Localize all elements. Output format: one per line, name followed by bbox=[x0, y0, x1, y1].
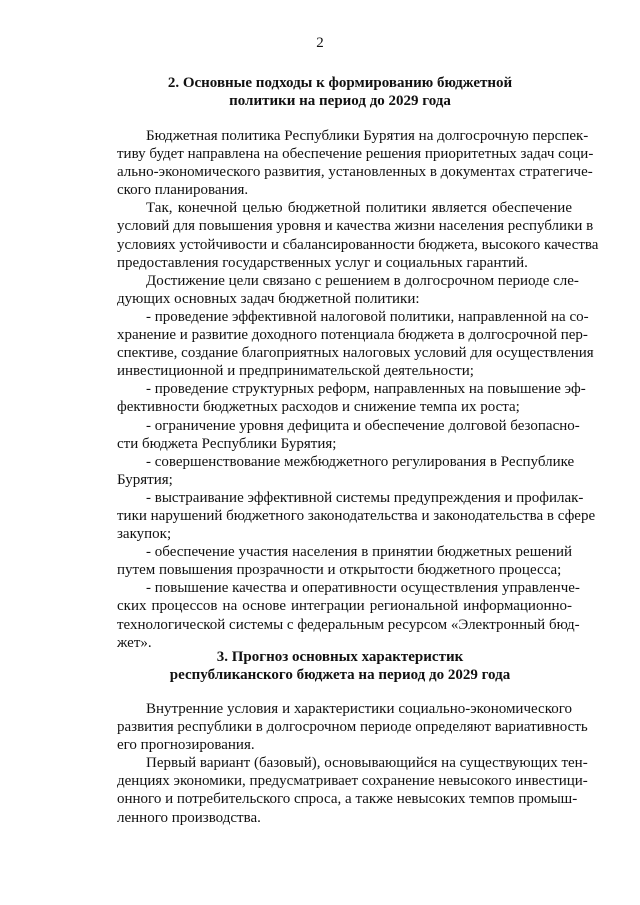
list-item-line: инвестиционной и предпринимательской деятельности; bbox=[117, 363, 474, 380]
list-item-line: спективе, создание благоприятных налоговых условий для осуществления bbox=[117, 345, 594, 362]
list-item-line: жет». bbox=[117, 634, 152, 651]
paragraph-line: развития республики в долгосрочном периоде определяют вариативность bbox=[117, 719, 588, 736]
section-3-body bbox=[117, 700, 588, 827]
paragraph-line: Первый вариант (базовый), основывающийся на существующих тен- bbox=[146, 755, 588, 772]
section-2-heading-line-1: 2. Основные подходы к формированию бюджетной bbox=[167, 75, 513, 91]
list-item-line: путем повышения прозрачности и открытости бюджетного процесса; bbox=[117, 562, 562, 579]
section-2-heading-line-2: политики на период до 2029 года bbox=[229, 93, 451, 109]
list-item-line: Бурятия; bbox=[117, 471, 173, 488]
section-2-body bbox=[117, 127, 599, 652]
list-item-line: хранение и развитие доходного потенциала бюджета в долгосрочной пер- bbox=[117, 327, 588, 344]
list-item-line: - совершенствование межбюджетного регулирования в Республике bbox=[146, 453, 575, 470]
list-item-line: - ограничение уровня дефицита и обеспечение долговой безопасно- bbox=[146, 417, 580, 434]
paragraph-line: ально-экономического развития, установленных в документах стратегиче- bbox=[117, 164, 593, 181]
list-item-line: фективности бюджетных расходов и снижение темпа их роста; bbox=[117, 399, 520, 416]
section-3-heading bbox=[100, 648, 580, 684]
paragraph-line: Достижение цели связано с решением в долгосрочном периоде сле- bbox=[146, 272, 579, 289]
list-item-line: - проведение эффективной налоговой политики, направленной на со- bbox=[146, 308, 589, 325]
list-item-line: сти бюджета Республики Бурятия; bbox=[117, 435, 337, 452]
list-item-line: закупок; bbox=[117, 526, 172, 543]
list-item-line: - выстраивание эффективной системы предупреждения и профилак- bbox=[146, 489, 584, 506]
paragraph-line: Внутренние условия и характеристики социально-экономического bbox=[146, 701, 572, 717]
paragraph-line: денциях экономики, предусматривает сохранение невысокого инвестици- bbox=[117, 773, 588, 790]
paragraph-line: условий для повышения уровня и качества жизни населения республики в bbox=[117, 218, 594, 235]
list-item-line: - проведение структурных реформ, направленных на повышение эф- bbox=[146, 381, 586, 398]
paragraph-line: дующих основных задач бюджетной политики: bbox=[117, 290, 420, 307]
paragraph-line: его прогнозирования. bbox=[117, 737, 255, 754]
paragraph-line: Так, конечной целью бюджетной политики является обеспечение bbox=[146, 200, 572, 217]
list-item-line: технологической системы с федеральным ресурсом «Электронный бюд- bbox=[117, 616, 580, 633]
paragraph-line: предоставления государственных услуг и социальных гарантий. bbox=[117, 254, 528, 271]
section-3-heading-line-1: 3. Прогноз основных характеристик bbox=[216, 649, 464, 665]
section-2-heading bbox=[100, 74, 580, 110]
paragraph-line: условиях устойчивости и сбалансированности бюджета, высокого качества bbox=[117, 236, 599, 253]
paragraph-line: онного и потребительского спроса, а также невысоких темпов промыш- bbox=[117, 791, 578, 808]
list-item-line: ских процессов на основе интеграции региональной информационно- bbox=[117, 598, 572, 615]
paragraph-line: ленного производства. bbox=[117, 809, 261, 826]
page-number: 2 bbox=[316, 35, 324, 51]
paragraph-line: Бюджетная политика Республики Бурятия на долгосрочную перспек- bbox=[146, 128, 589, 144]
paragraph-line: ского планирования. bbox=[117, 182, 249, 199]
paragraph-line: тиву будет направлена на обеспечение решения приоритетных задач соци- bbox=[117, 146, 594, 163]
list-item-line: - повышение качества и оперативности осуществления управленче- bbox=[146, 580, 580, 597]
list-item-line: тики нарушений бюджетного законодательства и законодательства в сфере bbox=[117, 507, 596, 524]
section-3-heading-line-2: республиканского бюджета на период до 2029 года bbox=[169, 667, 511, 683]
list-item-line: - обеспечение участия населения в принятии бюджетных решений bbox=[146, 544, 572, 561]
